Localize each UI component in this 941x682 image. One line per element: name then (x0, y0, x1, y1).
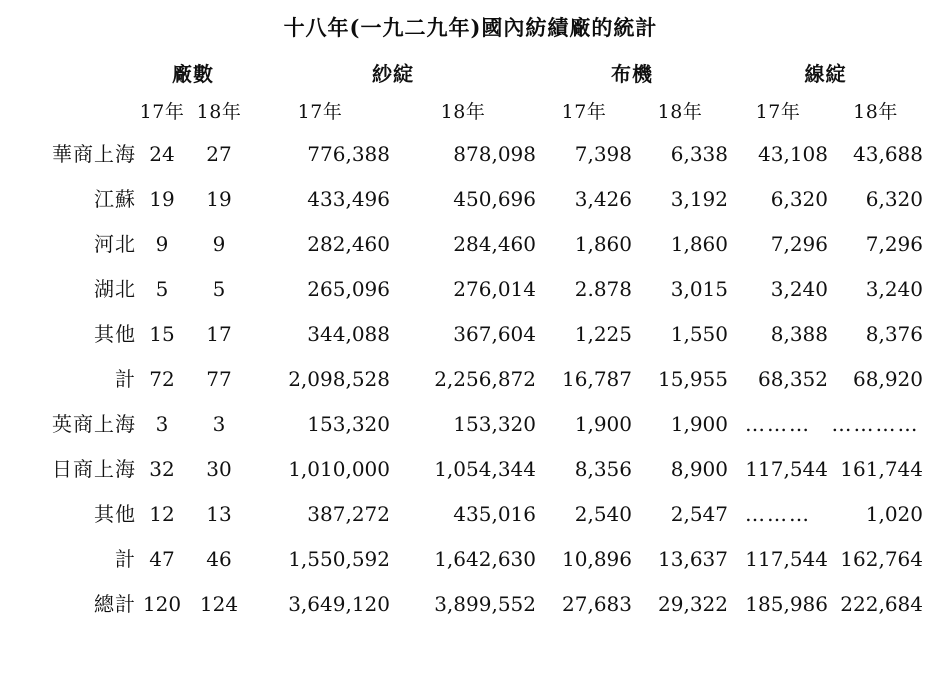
table-row-subtotal (18, 355, 923, 400)
row-label: 其他 (94, 502, 136, 526)
cell-looms-18: 13,637 (658, 547, 728, 571)
cell-factories-17: 3 (155, 412, 169, 436)
cell-looms-18: 29,322 (658, 592, 728, 616)
row-label: 計 (115, 367, 136, 391)
table-row (18, 175, 923, 220)
cell-looms-17: 3,426 (574, 187, 632, 211)
cell-factories-17: 5 (155, 277, 169, 301)
cell-factories-17: 24 (149, 142, 175, 166)
cell-twisting-18: 6,320 (865, 187, 923, 211)
cell-twisting-18: 162,764 (840, 547, 923, 571)
cell-factories-18: 3 (212, 412, 226, 436)
statistics-table (18, 48, 923, 625)
cell-twisting-17: 185,986 (745, 592, 828, 616)
row-label: 華商上海 (52, 142, 136, 166)
page-title: 十八年(一九二九年)國內紡績廠的統計 (283, 15, 658, 40)
cell-spindles-18: 276,014 (453, 277, 536, 301)
cell-spindles-18: 435,016 (453, 502, 536, 526)
cell-twisting-17: 3,240 (770, 277, 828, 301)
cell-looms-17: 2.878 (574, 277, 632, 301)
cell-looms-18: 2,547 (670, 502, 728, 526)
cell-spindles-17: 1,010,000 (288, 457, 390, 481)
cell-looms-17: 1,900 (574, 412, 632, 436)
table-row (18, 445, 923, 490)
group-header-looms: 布機 (611, 62, 653, 86)
cell-spindles-17: 776,388 (307, 142, 390, 166)
row-label: 英商上海 (52, 412, 136, 436)
table-row (18, 130, 923, 175)
cell-twisting-17: ……… (745, 502, 811, 526)
cell-spindles-17: 344,088 (307, 322, 390, 346)
cell-looms-17: 7,398 (574, 142, 632, 166)
year-header-factories-18: 18年 (196, 101, 242, 123)
year-header-spindles-18: 18年 (440, 101, 486, 123)
cell-twisting-17: ……… (745, 412, 811, 436)
table-row-subtotal (18, 535, 923, 580)
cell-twisting-17: 117,544 (745, 457, 828, 481)
cell-spindles-18: 450,696 (453, 187, 536, 211)
table-row (18, 220, 923, 265)
cell-spindles-18: 367,604 (453, 322, 536, 346)
cell-looms-18: 6,338 (670, 142, 728, 166)
cell-factories-17: 12 (149, 502, 175, 526)
cell-spindles-17: 1,550,592 (288, 547, 390, 571)
cell-spindles-17: 433,496 (307, 187, 390, 211)
cell-twisting-18: 68,920 (853, 367, 923, 391)
cell-looms-18: 3,015 (670, 277, 728, 301)
cell-looms-17: 2,540 (574, 502, 632, 526)
year-header-factories-17: 17年 (139, 101, 185, 123)
cell-twisting-17: 117,544 (745, 547, 828, 571)
cell-twisting-17: 68,352 (758, 367, 828, 391)
cell-twisting-18: 161,744 (840, 457, 923, 481)
group-header-twisting-spindles: 線綻 (804, 62, 847, 86)
cell-factories-18: 77 (206, 367, 232, 391)
cell-twisting-18: 3,240 (865, 277, 923, 301)
row-label: 總計 (94, 592, 136, 616)
cell-factories-17: 120 (142, 592, 182, 616)
cell-factories-17: 19 (149, 187, 175, 211)
cell-spindles-18: 1,054,344 (434, 457, 536, 481)
cell-factories-18: 5 (212, 277, 226, 301)
year-header-twisting-18: 18年 (853, 101, 898, 123)
cell-factories-18: 9 (212, 232, 226, 256)
table-row (18, 400, 923, 445)
cell-factories-17: 72 (149, 367, 175, 391)
cell-looms-18: 1,550 (670, 322, 728, 346)
cell-looms-17: 16,787 (562, 367, 632, 391)
year-header-looms-17: 17年 (561, 101, 607, 123)
year-header-twisting-17: 17年 (755, 101, 801, 123)
cell-factories-18: 30 (206, 457, 232, 481)
cell-twisting-18: 8,376 (865, 322, 923, 346)
cell-twisting-18: 43,688 (853, 142, 923, 166)
cell-spindles-17: 153,320 (307, 412, 390, 436)
cell-twisting-17: 43,108 (758, 142, 828, 166)
cell-factories-18: 124 (199, 592, 239, 616)
cell-spindles-18: 878,098 (453, 142, 536, 166)
year-header-blank (18, 91, 136, 130)
cell-looms-17: 1,225 (574, 322, 632, 346)
group-header-blank (18, 48, 136, 91)
cell-twisting-18: 222,684 (840, 592, 923, 616)
group-header-factories: 廠數 (172, 62, 214, 86)
cell-looms-18: 1,860 (670, 232, 728, 256)
cell-spindles-17: 387,272 (307, 502, 390, 526)
row-label: 計 (115, 547, 136, 571)
cell-looms-18: 1,900 (670, 412, 728, 436)
cell-looms-17: 10,896 (562, 547, 632, 571)
cell-spindles-18: 1,642,630 (434, 547, 536, 571)
cell-twisting-18: 1,020 (865, 502, 923, 526)
cell-twisting-17: 7,296 (770, 232, 828, 256)
table-row (18, 310, 923, 355)
cell-spindles-18: 153,320 (453, 412, 536, 436)
cell-spindles-18: 3,899,552 (434, 592, 536, 616)
row-label: 江蘇 (94, 187, 136, 211)
row-label: 日商上海 (52, 457, 136, 481)
table-row-total (18, 580, 923, 625)
cell-twisting-17: 6,320 (770, 187, 828, 211)
cell-factories-17: 15 (149, 322, 175, 346)
cell-looms-17: 1,860 (574, 232, 632, 256)
cell-factories-17: 32 (149, 457, 175, 481)
cell-twisting-18: ………… (831, 412, 920, 436)
cell-spindles-17: 2,098,528 (288, 367, 390, 391)
cell-spindles-17: 282,460 (307, 232, 390, 256)
group-header-spindles: 紗綻 (372, 62, 414, 86)
cell-spindles-18: 2,256,872 (434, 367, 536, 391)
table-year-header-row (18, 91, 923, 130)
cell-looms-18: 15,955 (658, 367, 728, 391)
cell-looms-18: 3,192 (670, 187, 728, 211)
cell-factories-17: 47 (149, 547, 175, 571)
cell-factories-18: 19 (206, 187, 232, 211)
row-label: 湖北 (94, 277, 136, 301)
row-label: 其他 (94, 322, 136, 346)
cell-spindles-18: 284,460 (453, 232, 536, 256)
cell-factories-18: 17 (206, 322, 232, 346)
cell-spindles-17: 3,649,120 (288, 592, 390, 616)
cell-twisting-18: 7,296 (865, 232, 923, 256)
year-header-spindles-17: 17年 (297, 101, 343, 123)
table-row (18, 265, 923, 310)
cell-looms-17: 8,356 (574, 457, 632, 481)
table-group-header-row (18, 48, 923, 91)
year-header-looms-18: 18年 (657, 101, 703, 123)
cell-factories-18: 46 (206, 547, 232, 571)
cell-twisting-17: 8,388 (770, 322, 828, 346)
cell-factories-17: 9 (155, 232, 169, 256)
row-label: 河北 (94, 232, 136, 256)
cell-looms-17: 27,683 (562, 592, 632, 616)
cell-factories-18: 27 (206, 142, 232, 166)
cell-factories-18: 13 (206, 502, 232, 526)
cell-spindles-17: 265,096 (307, 277, 390, 301)
cell-looms-18: 8,900 (670, 457, 728, 481)
table-row (18, 490, 923, 535)
